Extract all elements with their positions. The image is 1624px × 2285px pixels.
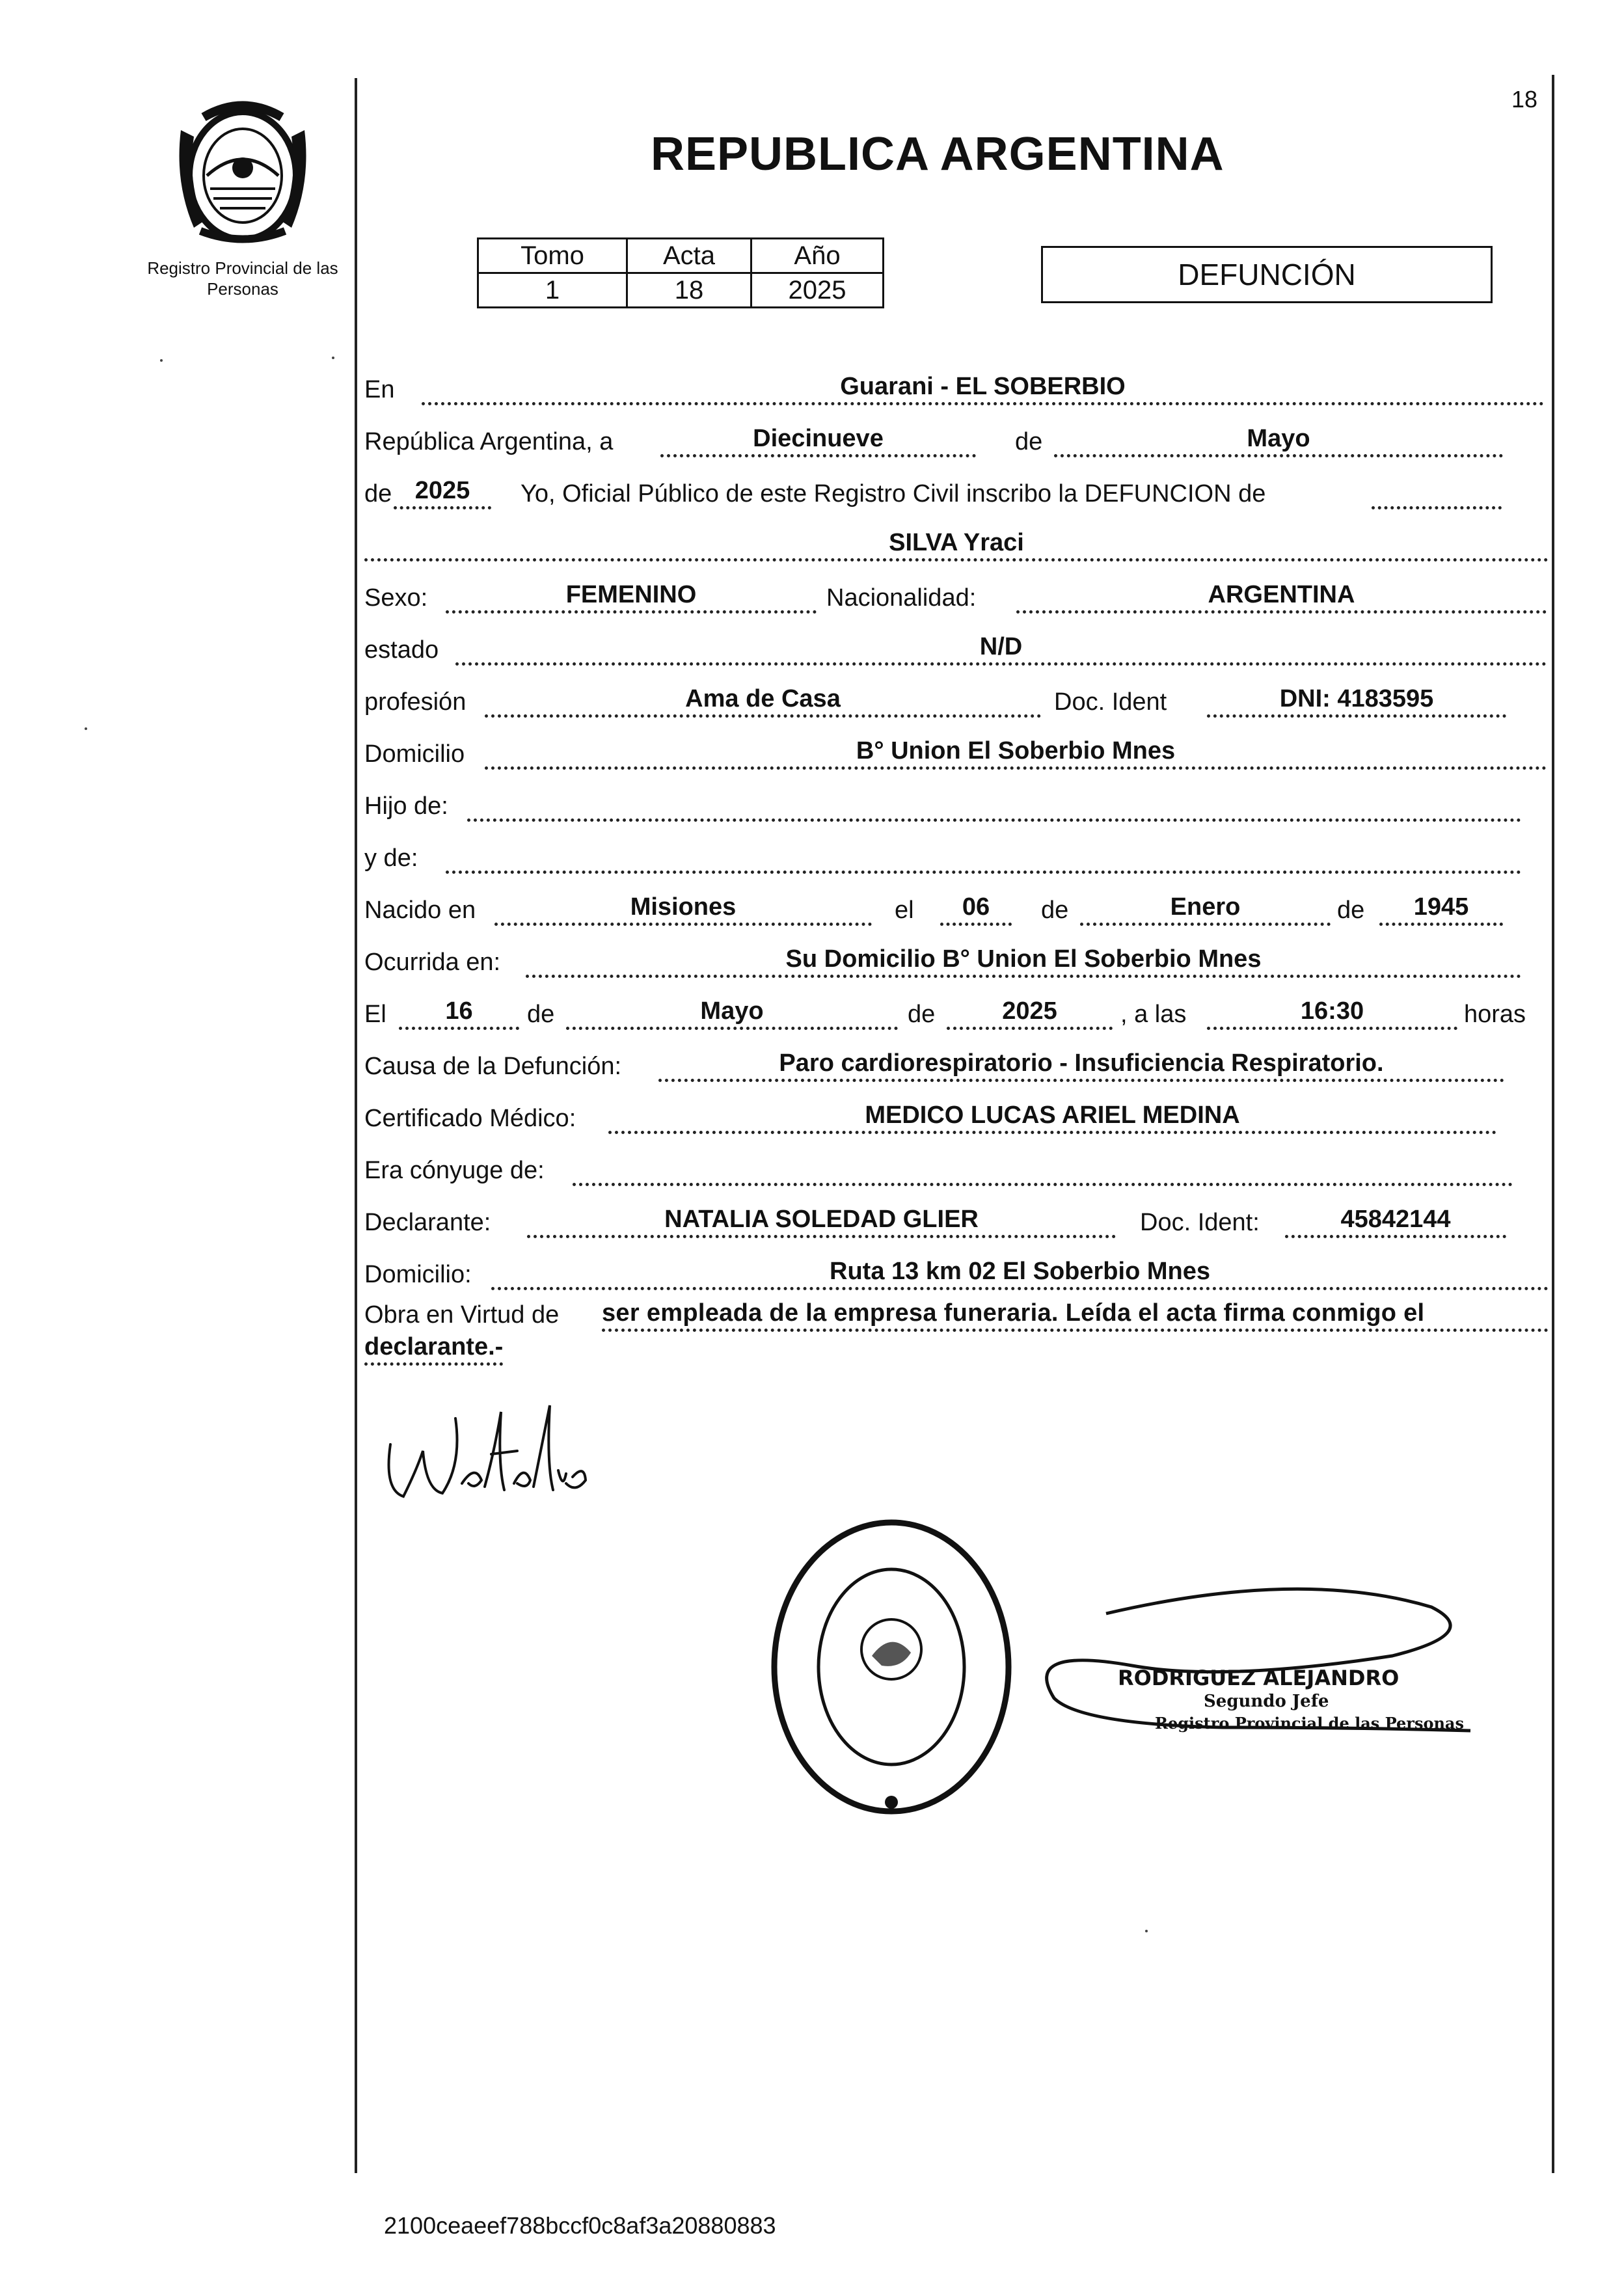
label-ocurrida-en: Ocurrida en: bbox=[364, 949, 501, 976]
field-y-de bbox=[446, 839, 1521, 874]
page-number: 18 bbox=[1511, 86, 1538, 113]
field-declarante: NATALIA SOLEDAD GLIER bbox=[527, 1204, 1116, 1238]
document-hash: 2100ceaeef788bccf0c8af3a20880883 bbox=[384, 2212, 776, 2239]
field-anio-inscripcion: 2025 bbox=[394, 475, 491, 509]
margin-mark bbox=[1145, 1930, 1148, 1932]
field-inscribo-fill bbox=[1372, 475, 1502, 509]
label-nacido-en: Nacido en bbox=[364, 897, 476, 924]
label-el-upper: El bbox=[364, 1001, 386, 1028]
field-ocurrida-en: Su Domicilio B° Union El Soberbio Mnes bbox=[526, 943, 1521, 978]
official-stamp bbox=[765, 1516, 1018, 1819]
declarant-signature bbox=[377, 1392, 599, 1522]
ref-header-anio: Año bbox=[751, 239, 884, 273]
label-de: de bbox=[527, 1001, 555, 1028]
label-doc-ident: Doc. Ident bbox=[1054, 688, 1167, 716]
label-republica: República Argentina, a bbox=[364, 428, 614, 455]
ref-header-acta: Acta bbox=[627, 239, 751, 273]
label-sexo: Sexo: bbox=[364, 584, 428, 612]
field-causa: Paro cardiorespiratorio - Insuficiencia Respiratorio. bbox=[658, 1048, 1504, 1082]
label-causa: Causa de la Defunción: bbox=[364, 1053, 622, 1080]
handwritten-signature-icon bbox=[377, 1392, 599, 1522]
label-en: En bbox=[364, 376, 395, 403]
oval-stamp-icon bbox=[765, 1516, 1018, 1819]
label-de: de bbox=[908, 1001, 936, 1028]
field-def-mes: Mayo bbox=[566, 995, 898, 1030]
field-nacionalidad: ARGENTINA bbox=[1016, 579, 1547, 614]
field-conyuge bbox=[573, 1152, 1513, 1186]
field-obra-linea1: ser empleada de la empresa funeraria. Leída el acta firma conmigo el bbox=[602, 1297, 1549, 1332]
field-nacido-en: Misiones bbox=[494, 891, 872, 926]
ref-header-tomo: Tomo bbox=[478, 239, 627, 273]
label-de: de bbox=[1015, 428, 1043, 455]
field-nac-dia: 06 bbox=[940, 891, 1012, 926]
label-y-de: y de: bbox=[364, 845, 418, 872]
field-lugar: Guarani - EL SOBERBIO bbox=[422, 371, 1544, 405]
field-documento: DNI: 4183595 bbox=[1207, 683, 1506, 718]
field-dia-inscripcion: Diecinueve bbox=[660, 423, 976, 457]
label-de: de bbox=[1041, 897, 1069, 924]
label-obra: Obra en Virtud de bbox=[364, 1301, 560, 1329]
field-def-dia: 16 bbox=[399, 995, 519, 1030]
label-estado: estado bbox=[364, 636, 439, 664]
provincial-logo bbox=[168, 91, 318, 247]
label-domicilio: Domicilio bbox=[364, 740, 465, 768]
margin-mark bbox=[160, 359, 163, 362]
field-profesion: Ama de Casa bbox=[485, 683, 1041, 718]
label-de: de bbox=[364, 480, 392, 507]
provincial-seal-icon bbox=[168, 91, 318, 247]
label-doc-ident-2: Doc. Ident: bbox=[1140, 1209, 1260, 1236]
label-hijo-de: Hijo de: bbox=[364, 792, 448, 820]
field-nac-anio: 1945 bbox=[1379, 891, 1503, 926]
record-type-box: DEFUNCIÓN bbox=[1041, 246, 1493, 303]
ref-value-tomo: 1 bbox=[478, 273, 627, 308]
ref-value-acta: 18 bbox=[627, 273, 751, 308]
field-declarante-domicilio: Ruta 13 km 02 El Soberbio Mnes bbox=[491, 1256, 1549, 1290]
label-certificado: Certificado Médico: bbox=[364, 1105, 576, 1132]
institution-caption: Registro Provincial de las Personas bbox=[147, 258, 338, 299]
field-declarante-doc: 45842144 bbox=[1285, 1204, 1506, 1238]
field-estado: N/D bbox=[455, 631, 1547, 666]
label-domicilio-2: Domicilio: bbox=[364, 1261, 472, 1288]
field-obra-linea2: declarante.- bbox=[364, 1331, 503, 1366]
page-title: REPUBLICA ARGENTINA bbox=[651, 128, 1225, 180]
label-profesion: profesión bbox=[364, 688, 467, 716]
field-sexo: FEMENINO bbox=[446, 579, 817, 614]
label-inscribo: Yo, Oficial Público de este Registro Civil inscribo la DEFUNCION de bbox=[521, 480, 1266, 507]
label-de: de bbox=[1337, 897, 1365, 924]
field-def-anio: 2025 bbox=[947, 995, 1113, 1030]
label-nacionalidad: Nacionalidad: bbox=[826, 584, 977, 612]
field-hijo-de bbox=[467, 787, 1521, 822]
label-conyuge: Era cónyuge de: bbox=[364, 1157, 545, 1184]
reference-table bbox=[477, 237, 884, 308]
ref-value-anio: 2025 bbox=[751, 273, 884, 308]
label-el: el bbox=[895, 897, 914, 924]
field-def-hora: 16:30 bbox=[1207, 995, 1457, 1030]
margin-mark bbox=[85, 727, 87, 730]
margin-mark bbox=[332, 357, 334, 359]
official-title: Segundo Jefe bbox=[1204, 1692, 1329, 1711]
field-domicilio: B° Union El Soberbio Mnes bbox=[485, 735, 1547, 770]
official-name: RODRIGUEZ ALEJANDRO bbox=[1118, 1666, 1400, 1690]
field-certificado: MEDICO LUCAS ARIEL MEDINA bbox=[608, 1100, 1496, 1134]
field-mes-inscripcion: Mayo bbox=[1054, 423, 1503, 457]
right-margin-rule bbox=[1552, 75, 1554, 2173]
left-margin-rule bbox=[355, 78, 357, 2173]
label-declarante: Declarante: bbox=[364, 1209, 491, 1236]
field-nac-mes: Enero bbox=[1080, 891, 1331, 926]
label-a-las: , a las bbox=[1120, 1001, 1187, 1028]
field-fallecido: SILVA Yraci bbox=[364, 527, 1549, 561]
label-horas: horas bbox=[1464, 1001, 1526, 1028]
official-office: Registro Provincial de las Personas bbox=[1155, 1714, 1464, 1733]
